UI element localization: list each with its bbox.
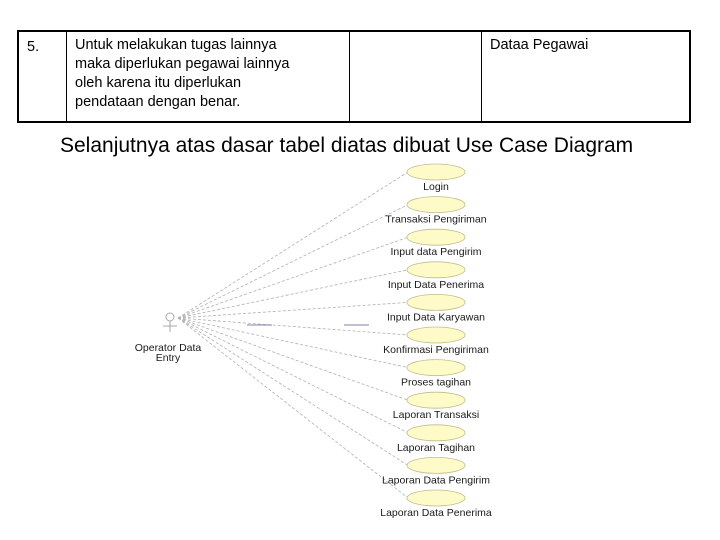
association-line: [178, 237, 408, 318]
use-case-ellipse: [407, 327, 465, 343]
use-case-ellipse: [407, 294, 465, 310]
actor-label: Entry: [155, 352, 181, 364]
use-case-ellipse: [407, 164, 465, 180]
use-case-label: Laporan Tagihan: [396, 441, 476, 454]
use-case-ellipse: [407, 262, 465, 278]
use-case-ellipse: [407, 360, 465, 376]
association-line: [178, 318, 408, 465]
use-case-ellipse: [407, 392, 465, 408]
association-line: [178, 270, 408, 318]
use-case-label: Input data Pengirim: [390, 246, 482, 259]
description-line: pendataan dengan benar.: [75, 94, 241, 110]
use-case-label: Input Data Penerima: [387, 278, 485, 291]
association-line: [178, 205, 408, 318]
use-cases: [380, 164, 492, 519]
use-case-ellipse: [407, 490, 465, 506]
use-case-label: Transaksi Pengiriman: [385, 213, 487, 226]
use-case-label: Login: [423, 181, 449, 193]
use-case-label: Konfirmasi Pengiriman: [383, 344, 489, 356]
association-line: [178, 318, 408, 368]
actor-head: [166, 313, 174, 321]
use-case-ellipse: [407, 457, 465, 473]
description-line: Untuk melakukan tugas lainnya: [75, 37, 277, 53]
use-case-label: Proses tagihan: [400, 376, 472, 389]
description-line: maka diperlukan pegawai lainnya: [75, 56, 290, 72]
row-number: 5.: [27, 39, 40, 55]
use-case-ellipse: [407, 229, 465, 245]
association-line: [178, 302, 408, 318]
use-case-label: Input Data Karyawan: [386, 311, 486, 324]
use-case-ellipse: [407, 197, 465, 213]
use-case-label: Laporan Transaksi: [392, 409, 480, 422]
use-case-label: Laporan Data Pengirim: [382, 474, 490, 487]
description-line: oleh karena itu diperlukan: [75, 75, 242, 91]
use-case-label: Laporan Data Penerima: [380, 507, 492, 519]
use-case-ellipse: [407, 425, 465, 441]
data-label: Dataa Pegawai: [490, 37, 589, 53]
association-line: [178, 318, 408, 335]
association-line: [178, 318, 408, 498]
association-line: [178, 318, 408, 400]
caption: Selanjutnya atas dasar tabel diatas dibuat Use Case Diagram: [60, 134, 634, 157]
actor-figure: [163, 313, 177, 332]
association-line: [178, 318, 408, 433]
association-lines: [178, 172, 408, 498]
actor-label: Operator Data: [134, 342, 202, 354]
association-line: [178, 172, 408, 318]
